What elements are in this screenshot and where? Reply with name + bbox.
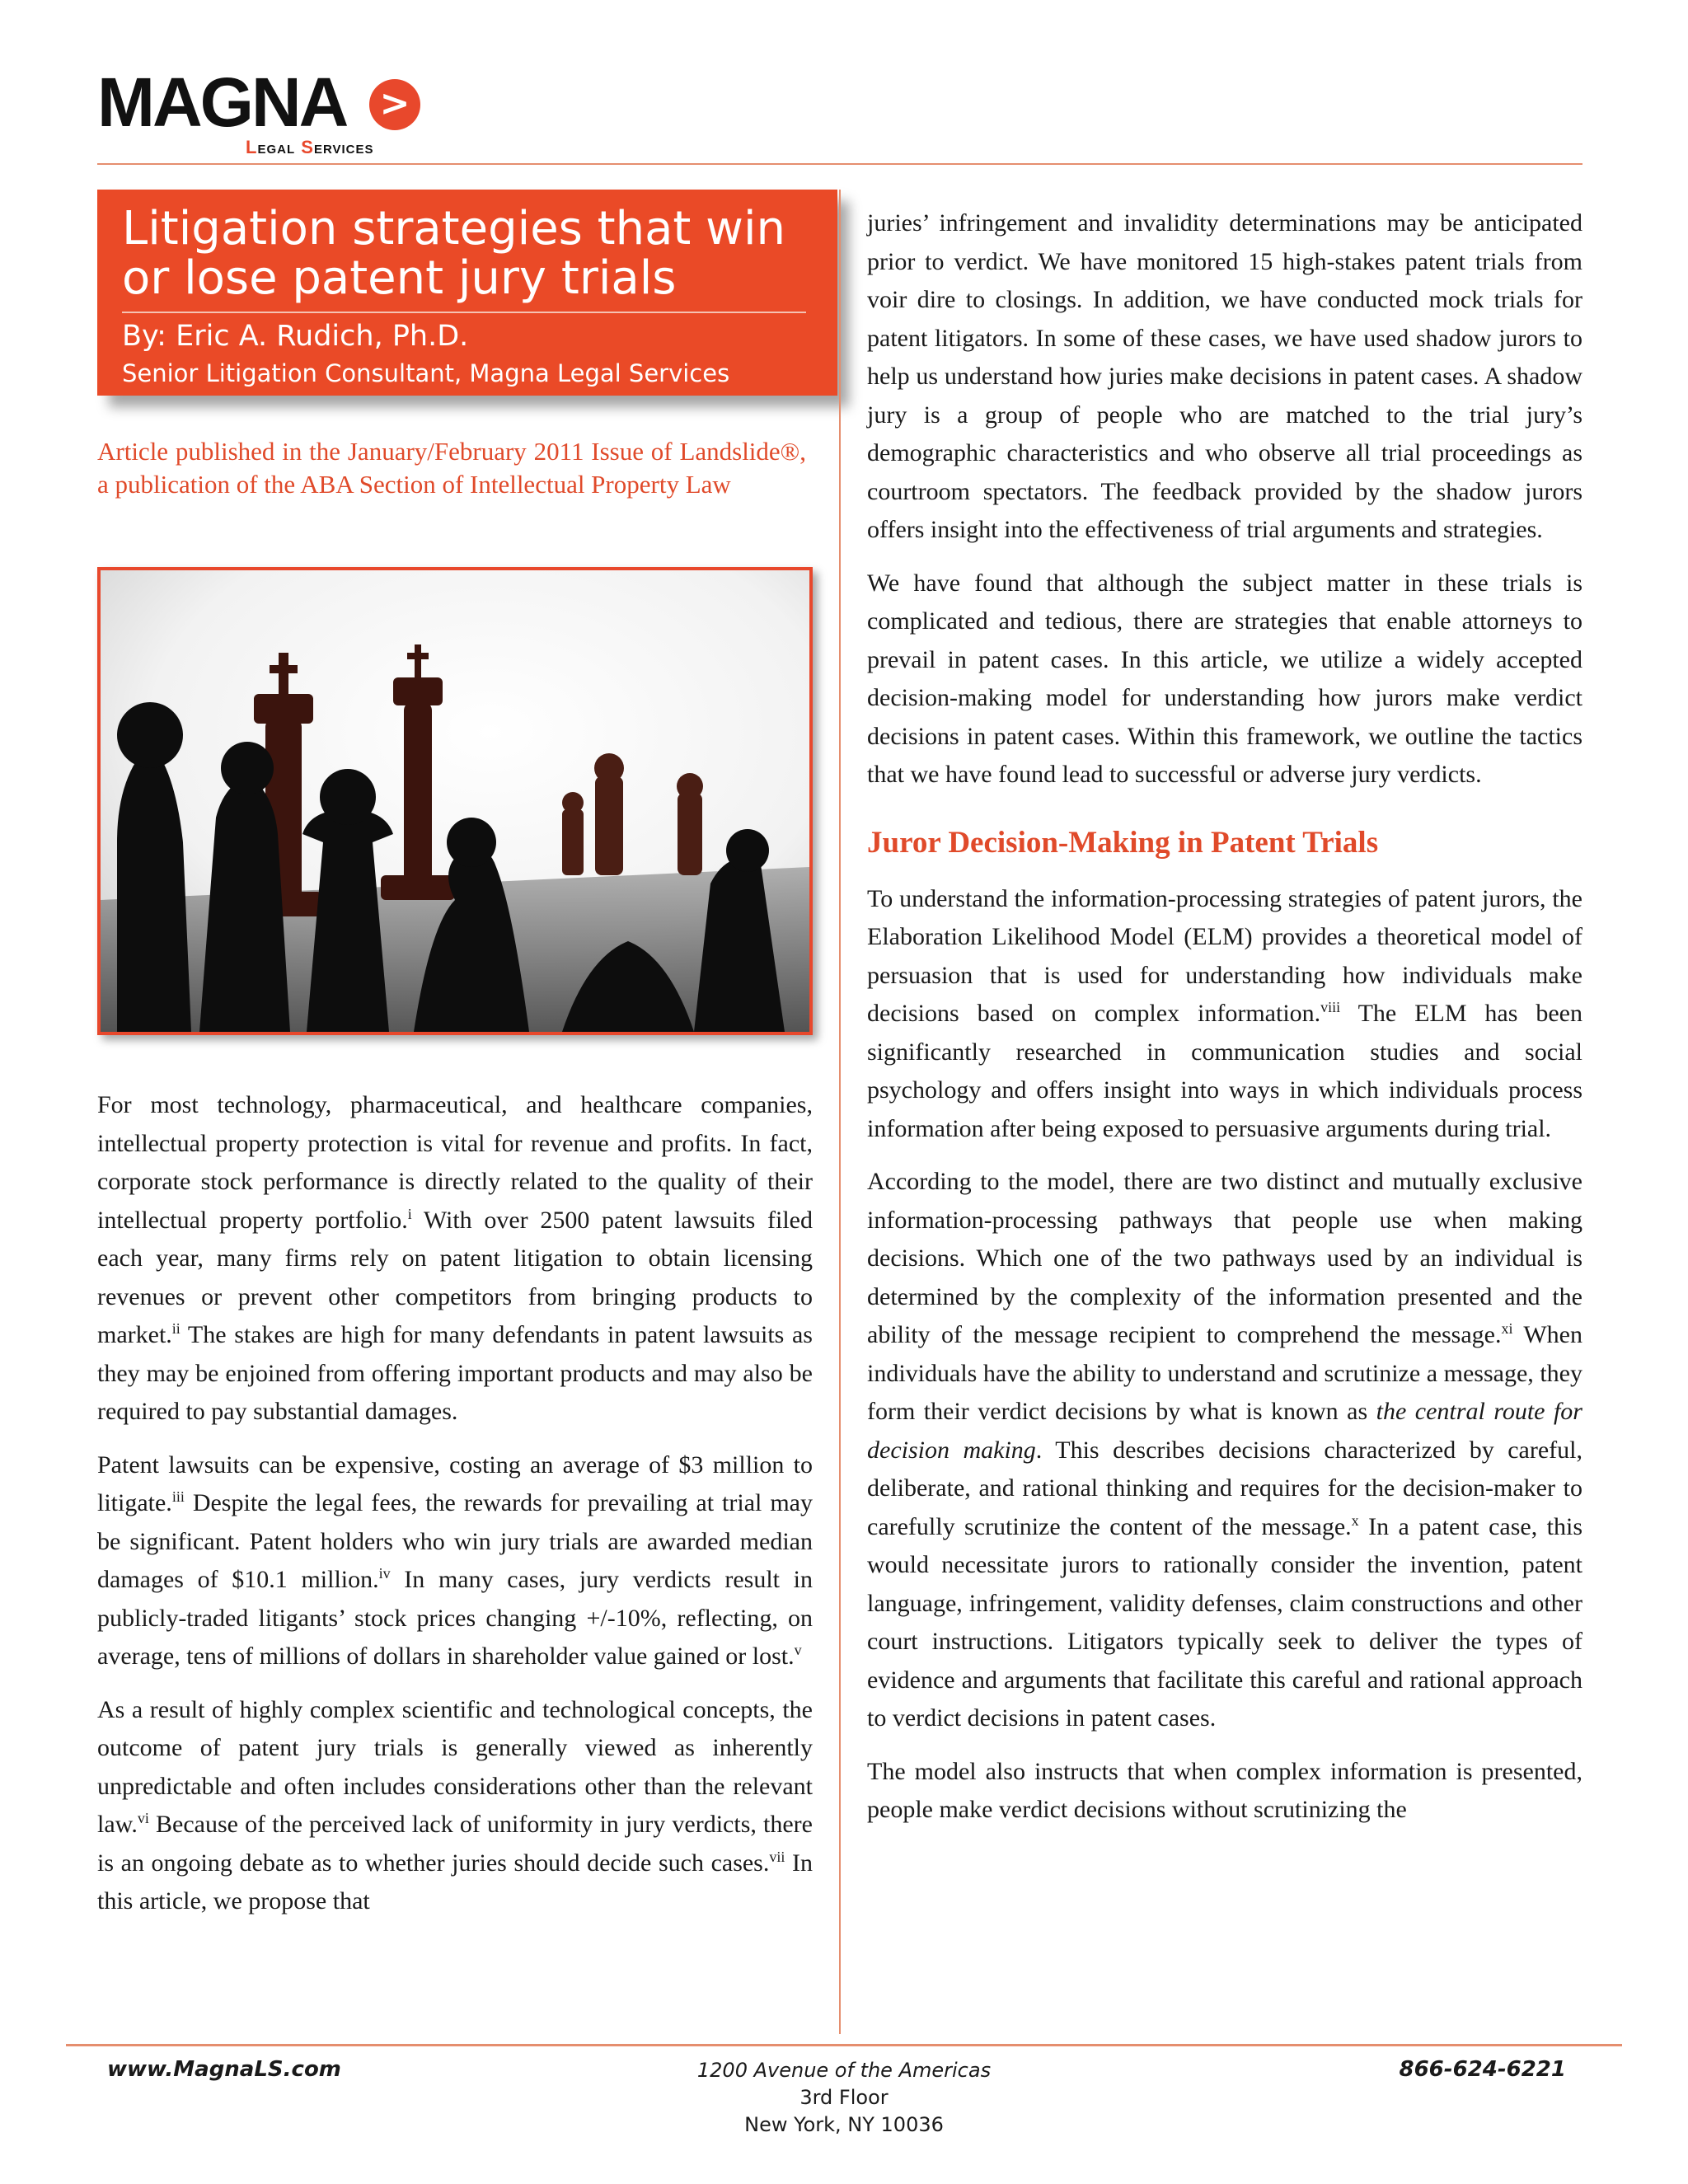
paragraph-pathways: According to the model, there are two distinct and mutually exclusive information-processing pathways that people use when making decisions. Which one of the two pathways used by an individual is determined by the complexity of the information presented and the ability of the message recipient to comprehend the message.$^{xi}$ When individuals have the ability to understand and scrutinize a message, they form their verdict decisions by what is known as the central route for decision making. This describes decisions characterized by careful, deliberate, and rational thinking and requires for the decision-maker to carefully scrutinize the content of the message.$^x$ In a patent case, this would necessitate jurors to rationally consider the invention, patent language, infringement, validity defenses, claim constructions and other court instructions. Litigators typically seek to deliver the types of evidence and arguments that facilitate this careful and rational approach to verdict decisions in patent cases. <box>867 1168 1582 1732</box>
left-column <box>97 1086 813 1936</box>
address-line-3: New York, NY 10036 <box>744 2113 944 2136</box>
paragraph-elm: To understand the information-processing strategies of patent jurors, the Elaboration Likelihood Model (ELM) provides a theoretical model of persuasion that is used for understanding how individuals make decisions based on complex information.$^{viii}$ The ELM has been significantly researched in communication studies and social psychology and offers insight into ways in which individuals process information after being exposed to persuasive arguments during trial. <box>867 884 1582 1142</box>
paragraph-costs: Patent lawsuits can be expensive, costing an average of $3 million to litigate.$^{iii}$ Despite the legal fees, the rewards for prevailing at trial may be significant. Patent holders who win jury trials are awarded median damages of $10.1 million.$^{iv}$ In many cases, jury verdicts result in publicly-traded litigants’ stock prices changing +/-10%, reflecting, on average, tens of millions of dollars in shareholder value gained or lost.$^v$ <box>97 1451 814 1670</box>
chess-photo <box>97 567 813 1035</box>
right-column <box>867 204 1582 1844</box>
column-divider <box>839 190 841 2034</box>
paragraph-complexity: As a result of highly complex scientific and technological concepts, the outcome of patent jury trials is generally viewed as inherently unpredictable and often includes considerations other than the relevant law.$^{vi}$ Because of the perceived lack of uniformity in jury verdicts, there is an ongoing debate as to whether juries should decide such cases.$^{vii}$ In this article, we propose that <box>97 1695 813 1915</box>
title-divider <box>122 312 806 313</box>
paragraph-anticipation: juries’ infringement and invalidity determinations may be anticipated prior to verdict. We have monitored 15 high-stakes patent trials from voir dire to closings. In addition, we have conducted mock trials for patent litigators. In some of these cases, we have used shadow jurors to help us understand how juries make decisions in patent cases. A shadow jury is a group of people who are matched to the trial jury’s demographic characteristics and who observe all trial proceedings as courtroom spectators. The feedback provided by the shadow jurors offers insight into the effectiveness of trial arguments and strategies. <box>867 209 1582 543</box>
logo-arrow-icon: > <box>369 79 420 130</box>
footer-website-link[interactable]: www.MagnaLS.com <box>107 2057 341 2082</box>
footer-phone: 866-624-6221 <box>1399 2057 1566 2082</box>
author-byline: By: Eric A. Rudich, Ph.D. <box>122 320 469 353</box>
paragraph-model-instructs: The model also instructs that when complex information is presented, people make verdict decisions without scrutinizing the <box>867 1757 1582 1823</box>
article-title: Litigation strategies that win or lose patent jury trials <box>122 202 785 305</box>
footer-address <box>597 2057 1091 2139</box>
logo-wordmark: MAGNA <box>97 63 347 141</box>
address-line-1: 1200 Avenue of the Americas <box>696 2059 992 2082</box>
chess-pieces-illustration <box>101 570 809 1032</box>
author-role: Senior Litigation Consultant, Magna Legal Services <box>122 359 730 387</box>
publication-note: Article published in the January/February 2011 Issue of Landslide®, a publication of the ABA Section of Intellectual Property Law <box>97 437 806 499</box>
title-box <box>97 190 837 396</box>
paragraph-intro: For most technology, pharmaceutical, and healthcare companies, intellectual property protection is vital for revenue and profits. In fact, corporate stock performance is directly related to the quality of their intellectual property portfolio.$^i$ With over 2500 patent lawsuits filed each year, many firms rely on patent litigation to obtain licensing revenues or prevent other competitors from bringing products to market.$^{ii}$ The stakes are high for many defendants in patent lawsuits as they may be enjoined from offering important products and may also be required to pay substantial damages. <box>97 1091 813 1425</box>
footer-rule <box>66 2044 1622 2046</box>
section-heading: Juror Decision-Making in Patent Trials <box>867 825 1379 860</box>
magna-logo <box>97 63 443 158</box>
paragraph-strategies: We have found that although the subject matter in these trials is complicated and tedious, there are strategies that enable attorneys to prevail in patent cases. In this article, we utilize a widely accepted decision-making model for understanding how jurors make verdict decisions in patent cases. Within this framework, we outline the tactics that we have found lead to successful or adverse jury verdicts. <box>867 569 1582 788</box>
address-line-2: 3rd Floor <box>799 2086 889 2109</box>
header-rule <box>97 163 1582 165</box>
logo-subtitle: Legal Services <box>246 137 374 157</box>
